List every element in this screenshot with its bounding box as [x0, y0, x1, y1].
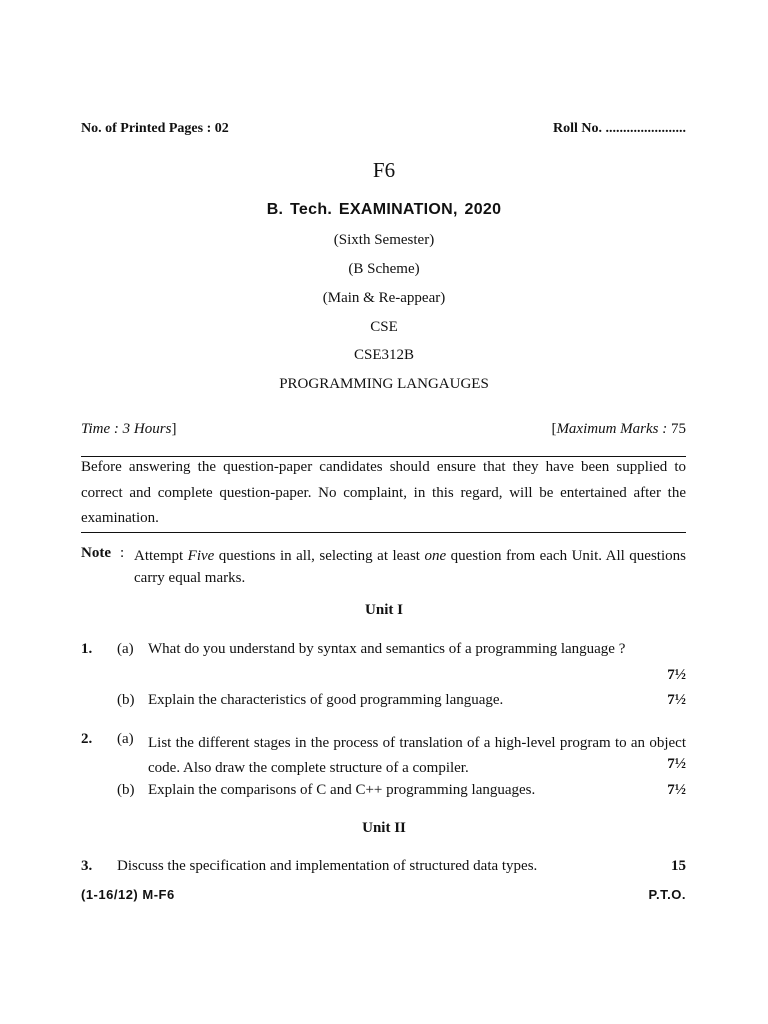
- unit-1-heading: Unit I: [365, 602, 403, 618]
- question-1-number: 1.: [81, 641, 93, 657]
- question-3-text: Discuss the specification and implementation of structured data types.: [117, 858, 538, 874]
- time-allowed: Time : 3 Hours]: [81, 421, 177, 437]
- semester-line: (Sixth Semester): [333, 232, 435, 248]
- unit-2-heading: Unit II: [362, 820, 406, 836]
- footer-pto: P.T.O.: [648, 887, 686, 902]
- printed-pages-label: No. of Printed Pages : 02: [81, 121, 229, 136]
- question-1b-label: (b): [117, 692, 135, 708]
- bottom-rule: [81, 532, 686, 533]
- question-2b-text: Explain the comparisons of C and C++ programming languages.: [148, 782, 536, 798]
- question-2a-text: List the different stages in the process of translation of a high-level program to an object code. Also draw the complete structure of a compiler.: [148, 735, 686, 776]
- footer-paper-code: (1-16/12) M-F6: [81, 887, 175, 902]
- roll-number-field: Roll No. .......................: [553, 121, 686, 136]
- note-text: Attempt Five questions in all, selecting at least one question from each Unit. All questions carry equal marks.: [134, 548, 686, 586]
- question-2b-label: (b): [117, 782, 135, 798]
- question-3-number: 3.: [81, 858, 93, 874]
- note-separator: :: [120, 545, 125, 561]
- question-1b-text: Explain the characteristics of good programming language.: [148, 692, 504, 708]
- maximum-marks: [Maximum Marks : 75: [551, 421, 686, 437]
- scheme-line: (B Scheme): [348, 261, 420, 277]
- subject-name-line: PROGRAMMING LANGAUGES: [279, 376, 489, 392]
- branch-line: CSE: [370, 319, 398, 335]
- question-3-marks: 15: [671, 858, 686, 874]
- instructions-text: Before answering the question-paper candidates should ensure that they have been supplied to correct and complete question-paper. No complaint, in this regard, will be entertained after the examination.: [81, 459, 686, 526]
- question-1a-label: (a): [117, 641, 134, 657]
- exam-title: B. Tech. EXAMINATION, 2020: [266, 201, 502, 218]
- question-1a-marks: 7½: [667, 667, 686, 683]
- question-2a-marks: 7½: [667, 756, 686, 772]
- question-2a-label: (a): [117, 731, 134, 747]
- question-1b-marks: 7½: [667, 692, 686, 708]
- question-1a-text: What do you understand by syntax and semantics of a programming language ?: [148, 641, 626, 657]
- note-label: Note: [81, 545, 111, 561]
- question-2b-marks: 7½: [667, 782, 686, 798]
- subject-code-line: CSE312B: [353, 347, 414, 363]
- question-2-number: 2.: [81, 731, 93, 747]
- paper-code: F6: [372, 158, 396, 182]
- main-reappear-line: (Main & Re-appear): [322, 290, 446, 306]
